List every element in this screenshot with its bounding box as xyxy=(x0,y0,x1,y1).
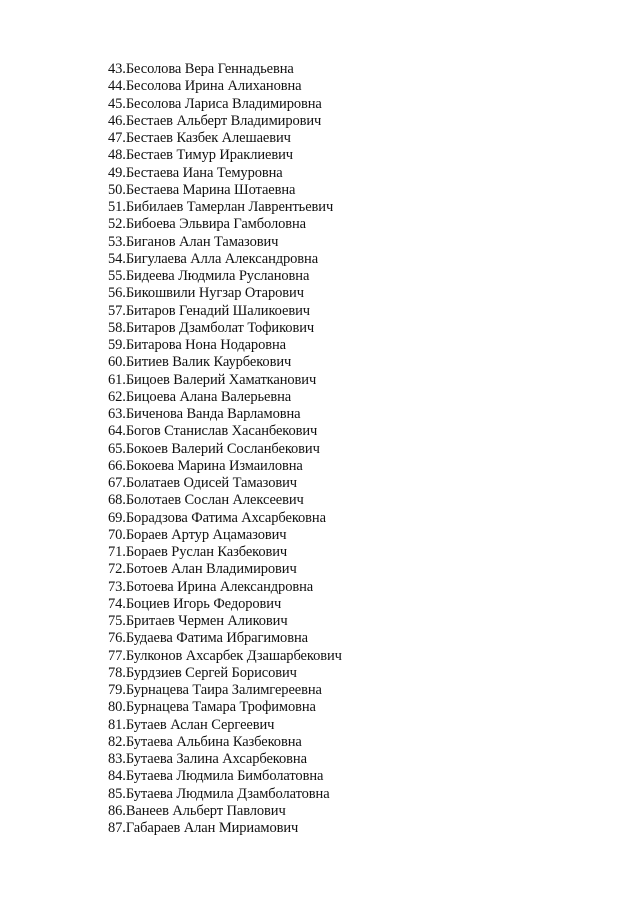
list-item: 62.Бицоева Алана Валерьевна xyxy=(108,388,292,405)
list-item: 52.Бибоева Эльвира Гамболовна xyxy=(108,216,307,233)
list-item: 68.Болотаев Сослан Алексеевич xyxy=(108,492,304,509)
list-item: 44.Бесолова Ирина Алихановна xyxy=(108,78,302,95)
list-item: 85.Бутаева Людмила Дзамболатовна xyxy=(108,785,330,802)
list-item: 81.Бутаев Аслан Сергеевич xyxy=(108,716,275,733)
list-item: 55.Бидеева Людмила Руслановна xyxy=(108,268,310,284)
list-item: 71.Бораев Руслан Казбекович xyxy=(108,544,288,560)
list-item: 79.Бурнацева Таира Залимгереевна xyxy=(108,682,322,698)
list-item: 59.Битарова Нона Нодаровна xyxy=(108,337,286,353)
list-item: 48.Бестаев Тимур Ираклиевич xyxy=(108,147,293,164)
list-item: 51.Бибилаев Тамерлан Лаврентьевич xyxy=(108,199,334,215)
list-item: 78.Бурдзиев Сергей Борисович xyxy=(108,664,297,681)
list-item: 54.Бигулаева Алла Александровна xyxy=(108,250,319,267)
list-item: 80.Бурнацева Тамара Трофимовна xyxy=(108,699,316,716)
list-item: 45.Бесолова Лариса Владимировна xyxy=(108,95,322,112)
list-item: 87.Габараев Алан Мириамович xyxy=(108,820,299,836)
list-item: 84.Бутаева Людмила Бимболатовна xyxy=(108,768,324,785)
list-item: 53.Биганов Алан Тамазович xyxy=(108,233,279,250)
list-item: 86.Ванеев Альберт Павлович xyxy=(108,802,286,819)
list-item: 63.Биченова Ванда Варламовна xyxy=(108,406,301,422)
list-item: 77.Булконов Ахсарбек Дзашарбекович xyxy=(108,647,342,664)
list-item: 60.Битиев Валик Каурбекович xyxy=(108,354,292,371)
list-item: 58.Битаров Дзамболат Тофикович xyxy=(108,319,315,336)
list-item: 61.Бицоев Валерий Хаматканович xyxy=(108,371,317,388)
list-item: 46.Бестаев Альберт Владимирович xyxy=(108,112,322,129)
list-item: 57.Битаров Генадий Шаликоевич xyxy=(108,302,310,319)
list-item: 75.Бритаев Чермен Аликович xyxy=(108,613,288,629)
list-item: 50.Бестаева Марина Шотаевна xyxy=(108,181,296,198)
list-item: 73.Ботоева Ирина Александровна xyxy=(108,578,314,595)
list-item: 76.Будаева Фатима Ибрагимовна xyxy=(108,630,308,647)
list-item: 47.Бестаев Казбек Алешаевич xyxy=(108,130,291,146)
list-item: 72.Ботоев Алан Владимирович xyxy=(108,561,297,578)
list-item: 66.Бокоева Марина Измаиловна xyxy=(108,457,303,474)
list-item: 70.Бораев Артур Ацамазович xyxy=(108,526,287,543)
list-item: 82.Бутаева Альбина Казбековна xyxy=(108,733,302,750)
list-item: 74.Боциев Игорь Федорович xyxy=(108,595,282,612)
list-item: 56.Бикошвили Нугзар Отарович xyxy=(108,285,304,302)
list-item: 65.Бокоев Валерий Сосланбекович xyxy=(108,440,320,457)
list-item: 67.Болатаев Одисей Тамазович xyxy=(108,475,297,491)
list-item: 43.Бесолова Вера Геннадьевна xyxy=(108,61,294,77)
name-list xyxy=(108,61,342,837)
list-item: 83.Бутаева Залина Ахсарбековна xyxy=(108,751,307,767)
list-item: 49.Бестаева Иана Темуровна xyxy=(108,164,283,181)
list-item: 64.Богов Станислав Хасанбекович xyxy=(108,423,318,440)
list-item: 69.Борадзова Фатима Ахсарбековна xyxy=(108,509,326,526)
